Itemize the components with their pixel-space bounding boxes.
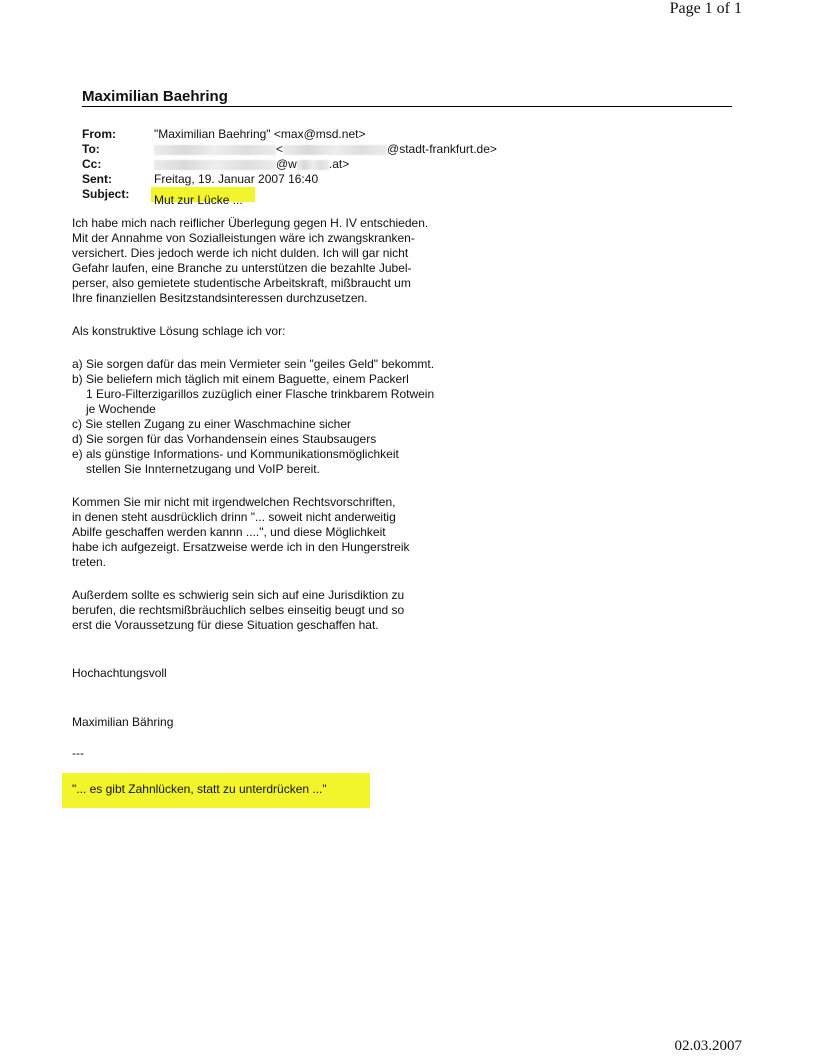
- list-item-continuation: je Wochende: [86, 402, 156, 416]
- list-item-continuation: 1 Euro-Filterzigarillos zuzüglich einer Flasche trinkbarem Rotwein: [86, 387, 435, 401]
- list-item: b) Sie beliefern mich täglich mit einem Baguette, einem Packerl: [72, 372, 409, 386]
- to-label: To:: [82, 142, 100, 156]
- paragraph-3: [72, 495, 502, 570]
- redacted-name: [154, 145, 276, 155]
- sent-row: [82, 172, 497, 187]
- list-item: a) Sie sorgen dafür das mein Vermieter sein "geiles Geld" bekommt.: [72, 357, 435, 371]
- body-line: Abilfe geschaffen werden kannn ....", und diese Möglichkeit: [72, 525, 386, 539]
- signature-name: Maximilian Bähring: [72, 715, 174, 729]
- signature-separator: ---: [72, 746, 84, 760]
- from-value: "Maximilian Baehring" <max@msd.net>: [154, 127, 366, 141]
- proposal-list: [72, 357, 502, 477]
- closing-greeting: Hochachtungsvoll: [72, 666, 167, 680]
- body-line: perser, also gemietete studentische Arbeitskraft, mißbraucht um: [72, 276, 411, 290]
- cc-value: [154, 157, 349, 172]
- redacted-domain: [297, 160, 329, 170]
- to-value: [154, 142, 497, 157]
- body-line: Kommen Sie mir nicht mit irgendwelchen Rechtsvorschriften,: [72, 495, 396, 509]
- email-body: [72, 216, 502, 651]
- cc-row: [82, 157, 497, 172]
- list-item: c) Sie stellen Zugang zu einer Waschmachine sicher: [72, 417, 352, 431]
- signature-quote: "... es gibt Zahnlücken, statt zu unterdrücken ...": [62, 773, 370, 808]
- redacted-cc: [154, 160, 276, 170]
- paragraph-2: [72, 324, 502, 339]
- body-line: Gefahr laufen, eine Branche zu unterstützen die bezahlte Jubel-: [72, 261, 412, 275]
- cc-mid: @w: [276, 157, 297, 171]
- from-label: From:: [82, 127, 116, 141]
- page-number: Page 1 of 1: [669, 0, 742, 17]
- body-line: Als konstruktive Lösung schlage ich vor:: [72, 324, 286, 338]
- body-line: Ihre finanziellen Besitzstandsinteressen durchzusetzen.: [72, 291, 368, 305]
- sender-title: Maximilian Baehring: [82, 88, 732, 107]
- subject-label: Subject:: [82, 187, 130, 201]
- paragraph-4: [72, 588, 502, 633]
- to-prefix: <: [276, 142, 284, 156]
- list-item: e) als günstige Informations- und Kommunikationsmöglichkeit: [72, 447, 399, 461]
- body-line: treten.: [72, 555, 107, 569]
- paragraph-1: [72, 216, 502, 306]
- body-line: Mit der Annahme von Sozialleistungen wäre ich zwangskranken-: [72, 231, 415, 245]
- subject-value: Mut zur Lücke ...: [151, 187, 255, 202]
- body-line: Ich habe mich nach reiflicher Überlegung gegen H. IV entschieden.: [72, 216, 429, 230]
- print-date: 02.03.2007: [674, 1038, 742, 1054]
- to-row: [82, 142, 497, 157]
- cc-label: Cc:: [82, 157, 102, 171]
- body-line: habe ich aufgezeigt. Ersatzweise werde ich in den Hungerstreik: [72, 540, 410, 554]
- to-suffix: @stadt-frankfurt.de>: [387, 142, 497, 156]
- list-item: d) Sie sorgen für das Vorhandensein eines Staubsaugers: [72, 432, 377, 446]
- redacted-address: [283, 145, 387, 155]
- body-line: Außerdem sollte es schwierig sein sich auf eine Jurisdiktion zu: [72, 588, 405, 602]
- from-row: [82, 127, 497, 142]
- body-line: erst die Voraussetzung für diese Situation geschaffen hat.: [72, 618, 379, 632]
- email-headers: [82, 127, 497, 207]
- list-item-continuation: stellen Sie Innternetzugang und VoIP bereit.: [86, 462, 320, 476]
- sent-value: Freitag, 19. Januar 2007 16:40: [154, 172, 319, 186]
- sent-label: Sent:: [82, 172, 112, 186]
- body-line: versichert. Dies jedoch werde ich nicht dulden. Ich will gar nicht: [72, 246, 409, 260]
- subject-row: [82, 187, 497, 207]
- body-line: berufen, die rechtsmißbräuchlich selbes einseitig beugt und so: [72, 603, 405, 617]
- cc-suffix: .at>: [328, 157, 350, 171]
- body-line: in denen steht ausdrücklich drinn "... soweit nicht anderweitig: [72, 510, 396, 524]
